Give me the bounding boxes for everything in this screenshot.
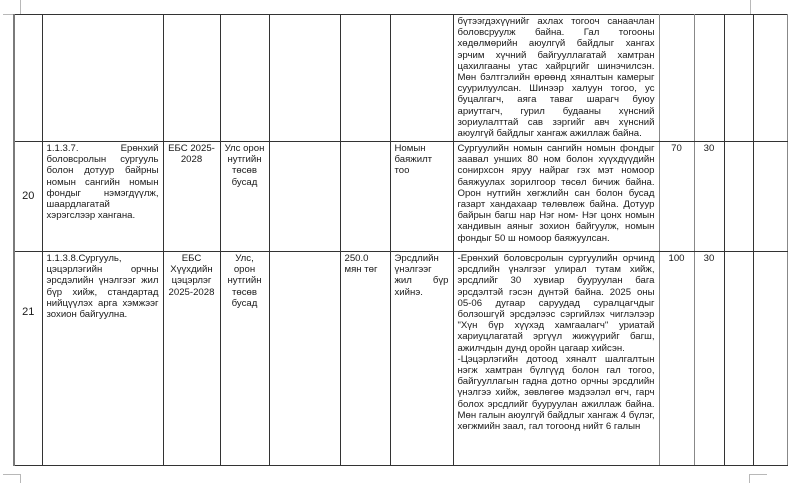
progress-cell: бүтээгдэхүүнийг ахлах тогооч санаачлан боловсруулж байна. Гал тогооны хөдөлмөрийн аюулгүй байдлыг хангах эрчим хүчний байгууллагатай хамтран цахилгааны утас хайрцгийг шинэчилсэн. Мөн бэлтгэлийн өрөөнд хяналтын камерыг суурилуулсан. Шинээр халуун тогоо, ус буцалгагч, аяга таваг шарагч буюу ариутгагч, гурил будааны хүнсний зориулалттай сав зэргийг авч хүнсний аюулгүй байдлыг хангаж ажиллаж байна.	[453, 15, 659, 142]
empty-cell	[753, 252, 787, 466]
progress-cell	[453, 252, 659, 466]
empty-cell	[753, 142, 787, 252]
score-cell-1: 100	[659, 252, 694, 466]
empty-cell	[724, 252, 753, 466]
budget-cell	[340, 142, 390, 252]
indicator-cell	[390, 15, 453, 142]
crop-mark-top-left	[3, 0, 21, 15]
progress-paragraph: -Цэцэрлэгийн дотоод хяналт шалгалтын нэгж хамтран бүлгүүд болон гал тогоо, байгууллагын гадна дотно орчны эрсдлийн үнэлгээ хийж, зөвлөгөө мэдээлэл өгч, гарч болох эрсдлийг бууруулан ажиллаж байна. Мөн галын аюулгүй байдлыг хангаж 4 бүлэг, хөгжмийн заал, гал тогоонд нийт 6 галын	[457, 353, 655, 433]
budget-cell	[340, 15, 390, 142]
score-cell-2: 30	[694, 252, 724, 466]
table-row	[14, 15, 787, 142]
crop-mark-top-right	[750, 0, 768, 15]
empty-cell	[269, 15, 340, 142]
progress-cell: Сургуулийн номын сангийн номын фондыг заавал унших 80 ном болон хүүхдүүдийн сонирхсон яруу найраг гэх мэт номоор баяжуулах зорилгоор төсөл бичиж байна. Орон нутгийн хөгжлийн сан болон бусад газарт хандахаар төлөвлөж байна. Дотуур байрын багш нар Нэг ном- Нэг цонх номын хандивын аяныг зохион байгуулж, номын фондыг 50 ш номоор баяжуулсан.	[453, 142, 659, 252]
responsible-cell: ЕБС 2025-2028	[163, 142, 220, 252]
table-row	[14, 142, 787, 252]
activity-cell: 1.1.3.8.Сургууль, цэцэрлэгийн орчны эрсдэлийн үнэлгээг жил бүр хийж, стандартад нийцүүлэх арга хэмжээг зохион байгуулна.	[42, 252, 163, 466]
funding-cell	[220, 15, 269, 142]
empty-cell	[724, 142, 753, 252]
score-cell-2	[694, 15, 724, 142]
score-cell-1: 70	[659, 142, 694, 252]
budget-cell: 250.0 мян төг	[340, 252, 390, 466]
funding-cell: Улс орон нутгийн төсөв бусад	[220, 142, 269, 252]
row-number: 21	[14, 252, 42, 466]
row-number: 20	[14, 142, 42, 252]
plan-report-table	[13, 14, 788, 466]
table-row	[14, 252, 787, 466]
funding-cell: Улс, орон нутгийн төсөв бусад	[220, 252, 269, 466]
responsible-cell: ЕБС Хүүхдийн цэцэрлэг 2025-2028	[163, 252, 220, 466]
activity-cell: 1.1.3.7. Ерөнхий боловсролын сургууль болон дотуур байрны номын сангийн номын фондыг нэмэгдүүлж, шаардлагатай хэрэгслээр хангана.	[42, 142, 163, 252]
responsible-cell	[163, 15, 220, 142]
empty-cell	[724, 15, 753, 142]
empty-cell	[269, 252, 340, 466]
score-cell-2: 30	[694, 142, 724, 252]
empty-cell	[753, 15, 787, 142]
activity-cell	[42, 15, 163, 142]
indicator-cell: Номын баяжилт тоо	[390, 142, 453, 252]
progress-paragraph: -Ерөнхий боловсролын сургуулийн орчинд эрсдлийн үнэлгээг улирал тутам хийж, эрсдлийг 30 хувиар бууруулан бага эрсдэлтэй гэсэн дүнтэй байна. 2025 оны 05-06 дугаар саруудад суралцагчдыг болзошгүй эрсдэлээс сэргийлэх чиглэлээр "Хүн бүр хүүхэд хамгаалагч" уриатай хариуцлагатай эргүүл жижүүрийг багш, ажилчдын дунд оройн цагаар хийсэн.	[457, 253, 655, 354]
row-number	[14, 15, 42, 142]
empty-cell	[269, 142, 340, 252]
indicator-cell: Эрсдлийн үнэлгээг жил бүр хийнэ.	[390, 252, 453, 466]
score-cell-1	[659, 15, 694, 142]
